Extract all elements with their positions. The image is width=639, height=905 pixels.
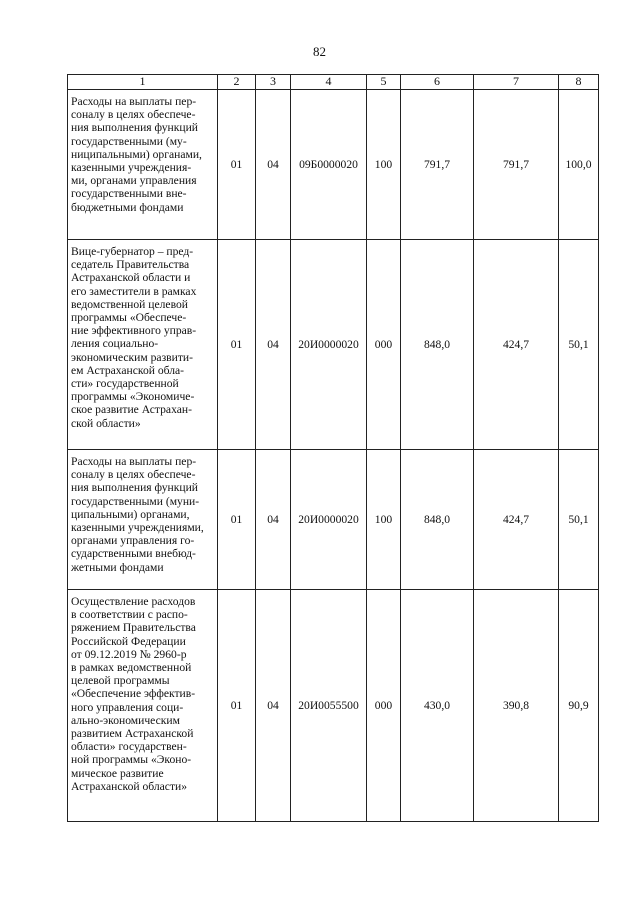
description-line: ципальными) органами, bbox=[71, 507, 190, 521]
row-description bbox=[68, 450, 218, 590]
cell-section: 01 bbox=[218, 590, 256, 822]
cell-subsection: 04 bbox=[256, 90, 291, 240]
column-header-6: 6 bbox=[401, 75, 474, 90]
description-line: целевой программы bbox=[71, 674, 170, 688]
description-line: органами управления го- bbox=[71, 534, 195, 548]
column-header-7: 7 bbox=[474, 75, 559, 90]
cell-expense-type: 100 bbox=[367, 90, 401, 240]
description-line: ведомственной целевой bbox=[71, 297, 188, 311]
description-line: ально-экономическим bbox=[71, 713, 180, 727]
description-line: Расходы на выплаты пер- bbox=[71, 95, 197, 108]
cell-expense-type: 100 bbox=[367, 450, 401, 590]
cell-section: 01 bbox=[218, 240, 256, 450]
description-line: от 09.12.2019 № 2960-р bbox=[71, 647, 187, 661]
cell-plan: 848,0 bbox=[401, 450, 474, 590]
cell-section: 01 bbox=[218, 450, 256, 590]
row-description bbox=[68, 90, 218, 240]
description-line: ния выполнения функций bbox=[71, 121, 198, 135]
cell-actual: 390,8 bbox=[474, 590, 559, 822]
description-line: Осуществление расходов bbox=[71, 595, 196, 608]
header-row bbox=[68, 75, 599, 90]
cell-plan: 430,0 bbox=[401, 590, 474, 822]
description-line: ние эффективного управ- bbox=[71, 324, 197, 338]
cell-target-code: 20И0000020 bbox=[291, 450, 367, 590]
description-line: ми, органами управления bbox=[71, 174, 197, 188]
table-row bbox=[68, 240, 599, 450]
cell-actual: 424,7 bbox=[474, 450, 559, 590]
page-number: 82 bbox=[313, 44, 326, 59]
description-line: бюджетными фондами bbox=[71, 200, 184, 214]
cell-subsection: 04 bbox=[256, 450, 291, 590]
description-line: ного управления соци- bbox=[71, 700, 184, 714]
description-line: его заместители в рамках bbox=[71, 284, 197, 298]
description-line: сударственными внебюд- bbox=[71, 547, 196, 561]
description-line: государственными (муни- bbox=[71, 494, 200, 508]
column-header-2: 2 bbox=[218, 75, 256, 90]
description-line: ниципальными) органами, bbox=[71, 147, 202, 161]
cell-subsection: 04 bbox=[256, 240, 291, 450]
description-line: развитием Астраханской bbox=[71, 727, 194, 741]
description-line: программы «Обеспече- bbox=[71, 311, 187, 325]
budget-table bbox=[67, 74, 599, 822]
description-line: ной программы «Эконо- bbox=[71, 753, 192, 767]
description-line: государственными вне- bbox=[71, 187, 187, 201]
cell-target-code: 09Б0000020 bbox=[291, 90, 367, 240]
cell-expense-type: 000 bbox=[367, 240, 401, 450]
column-header-8: 8 bbox=[559, 75, 599, 90]
cell-actual: 424,7 bbox=[474, 240, 559, 450]
cell-target-code: 20И0055500 bbox=[291, 590, 367, 822]
cell-percent: 100,0 bbox=[559, 90, 599, 240]
description-line: ления социально- bbox=[71, 337, 159, 351]
cell-section: 01 bbox=[218, 90, 256, 240]
cell-plan: 791,7 bbox=[401, 90, 474, 240]
description-line: государственными (му- bbox=[71, 134, 187, 148]
row-description bbox=[68, 240, 218, 450]
description-line: Расходы на выплаты пер- bbox=[71, 455, 197, 468]
description-line: в соответствии с распо- bbox=[71, 608, 188, 622]
table-row bbox=[68, 90, 599, 240]
cell-actual: 791,7 bbox=[474, 90, 559, 240]
description-line: соналу в целях обеспече- bbox=[71, 108, 196, 122]
description-line: казенными учреждениями, bbox=[71, 521, 204, 535]
description-line: мическое развитие bbox=[71, 766, 164, 780]
column-header-1: 1 bbox=[68, 75, 218, 90]
column-header-4: 4 bbox=[291, 75, 367, 90]
description-line: в рамках ведомственной bbox=[71, 661, 192, 675]
row-description bbox=[68, 590, 218, 822]
description-line: седатель Правительства bbox=[71, 258, 190, 272]
description-line: Астраханской области» bbox=[71, 779, 188, 793]
table-row bbox=[68, 590, 599, 822]
description-line: экономическим развити- bbox=[71, 350, 193, 364]
description-line: ское развитие Астрахан- bbox=[71, 403, 192, 417]
cell-target-code: 20И0000020 bbox=[291, 240, 367, 450]
cell-expense-type: 000 bbox=[367, 590, 401, 822]
column-header-3: 3 bbox=[256, 75, 291, 90]
cell-percent: 50,1 bbox=[559, 450, 599, 590]
description-line: соналу в целях обеспече- bbox=[71, 468, 196, 482]
description-line: области» государствен- bbox=[71, 740, 187, 754]
description-line: Вице-губернатор – пред- bbox=[71, 245, 194, 258]
description-line: ем Астраханской обла- bbox=[71, 363, 185, 377]
cell-subsection: 04 bbox=[256, 590, 291, 822]
description-line: казенными учреждения- bbox=[71, 161, 192, 175]
cell-percent: 50,1 bbox=[559, 240, 599, 450]
description-line: Российской Федерации bbox=[71, 634, 186, 648]
description-line: ской области» bbox=[71, 416, 141, 430]
description-line: ния выполнения функций bbox=[71, 481, 198, 495]
cell-plan: 848,0 bbox=[401, 240, 474, 450]
description-line: Астраханской области и bbox=[71, 271, 191, 285]
cell-percent: 90,9 bbox=[559, 590, 599, 822]
description-line: ряжением Правительства bbox=[71, 621, 196, 635]
description-line: «Обеспечение эффектив- bbox=[71, 687, 196, 701]
description-line: программы «Экономиче- bbox=[71, 390, 195, 404]
description-line: сти» государственной bbox=[71, 377, 179, 391]
column-header-5: 5 bbox=[367, 75, 401, 90]
table-row bbox=[68, 450, 599, 590]
description-line: жетными фондами bbox=[71, 560, 164, 574]
